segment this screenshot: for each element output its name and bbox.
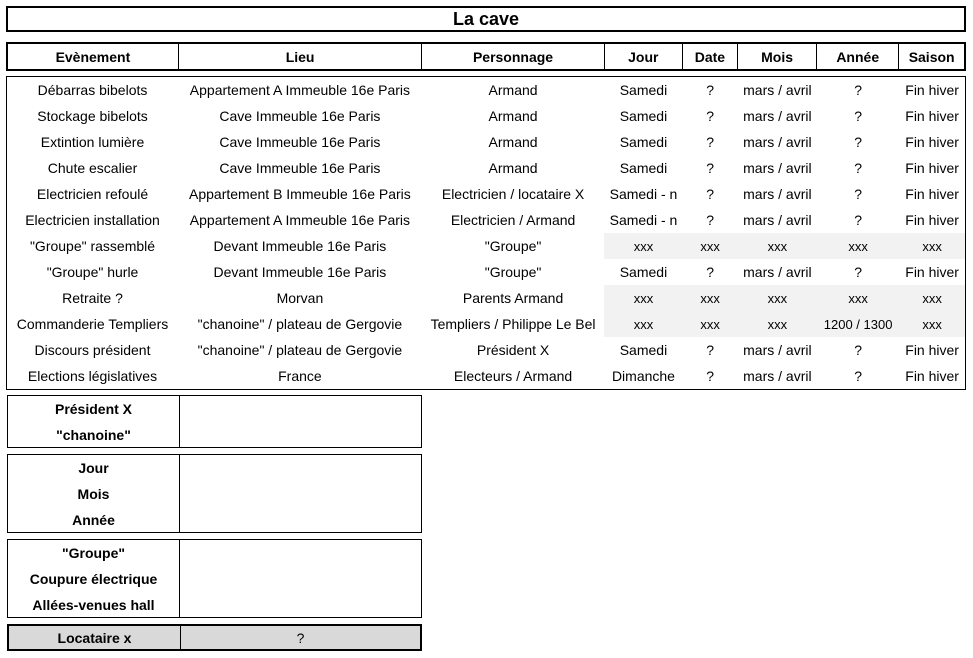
cell-personnage: Président X	[476, 342, 550, 358]
cell-annee: ?	[854, 186, 862, 202]
label-locataire: Locataire x	[57, 629, 132, 646]
cell-personnage: Electricien / locataire X	[441, 186, 585, 202]
table-row	[7, 181, 966, 207]
page-title: La cave	[6, 6, 966, 32]
cell-lieu: Appartement A Immeuble 16e Paris	[189, 212, 411, 228]
column-header-personnage: Personnage	[422, 43, 604, 70]
label-jour: Jour	[78, 459, 109, 476]
cell-mois: mars / avril	[743, 134, 812, 150]
cell-personnage: "Groupe"	[484, 238, 542, 254]
label-president: Président X	[54, 400, 133, 417]
cell-saison: Fin hiver	[905, 160, 959, 176]
cell-personnage: Electeurs / Armand	[453, 368, 573, 384]
president-box-value	[180, 396, 421, 447]
cell-mois: mars / avril	[743, 342, 812, 358]
cell-date: ?	[706, 264, 715, 280]
cell-saison: Fin hiver	[905, 368, 959, 384]
column-header-mois: Mois	[737, 43, 816, 70]
cell-saison: xxx	[899, 311, 965, 337]
cell-jour: Samedi	[619, 342, 668, 358]
cell-lieu: "chanoine" / plateau de Gergovie	[197, 342, 403, 358]
groupe-box-labels	[8, 540, 180, 617]
cell-saison: Fin hiver	[905, 212, 959, 228]
cell-annee: ?	[854, 368, 862, 384]
locataire-box	[7, 624, 422, 651]
cell-personnage: Armand	[488, 160, 538, 176]
cell-jour: xxx	[604, 285, 682, 311]
cell-lieu: Cave Immeuble 16e Paris	[219, 160, 381, 176]
cell-annee: ?	[854, 212, 862, 228]
cell-annee: xxx	[817, 233, 899, 259]
cell-jour: Samedi	[619, 264, 668, 280]
label-annee: Année	[72, 511, 115, 528]
cell-personnage: Armand	[488, 108, 538, 124]
locataire-label-cell	[9, 626, 181, 649]
table-row	[7, 311, 966, 337]
cell-mois: mars / avril	[743, 186, 812, 202]
table-row	[7, 129, 966, 155]
cell-saison: Fin hiver	[905, 134, 959, 150]
cell-evenement: "Groupe" rassemblé	[29, 238, 156, 254]
table-row	[7, 77, 966, 104]
cell-saison: Fin hiver	[905, 108, 959, 124]
cell-date: ?	[706, 186, 715, 202]
cell-saison: Fin hiver	[905, 264, 959, 280]
cell-mois: xxx	[738, 285, 817, 311]
president-box	[7, 395, 422, 448]
date-box-labels	[8, 455, 180, 532]
cell-evenement: Débarras bibelots	[37, 82, 148, 98]
cell-date: ?	[706, 368, 715, 384]
label-mois: Mois	[77, 485, 110, 502]
cell-personnage: Electricien / Armand	[450, 212, 576, 228]
cell-saison: xxx	[899, 285, 965, 311]
cell-annee: ?	[854, 160, 862, 176]
cell-evenement: Chute escalier	[47, 160, 138, 176]
cell-personnage: Armand	[488, 82, 538, 98]
column-header-annee: Année	[817, 43, 899, 70]
cell-evenement: Elections législatives	[27, 368, 158, 384]
cell-personnage: Parents Armand	[462, 290, 564, 306]
cell-mois: mars / avril	[743, 264, 812, 280]
president-box-labels	[8, 396, 180, 447]
column-header-date: Date	[682, 43, 737, 70]
cell-lieu: Morvan	[276, 290, 324, 306]
cell-date: xxx	[683, 311, 738, 337]
label-groupe: "Groupe"	[61, 544, 126, 561]
cell-annee: ?	[854, 134, 862, 150]
cell-lieu: France	[278, 368, 322, 384]
table-row	[7, 285, 966, 311]
label-chanoine: "chanoine"	[56, 426, 131, 443]
cell-annee: ?	[854, 342, 862, 358]
cell-personnage: "Groupe"	[484, 264, 542, 280]
cell-saison: xxx	[899, 233, 965, 259]
cell-annee: 1200 / 1300	[817, 311, 899, 337]
cell-date: xxx	[683, 285, 738, 311]
cell-mois: mars / avril	[743, 212, 812, 228]
column-header-jour: Jour	[604, 43, 682, 70]
cell-lieu: Appartement A Immeuble 16e Paris	[189, 82, 411, 98]
cell-evenement: Extintion lumière	[40, 134, 145, 150]
cell-evenement: Electricien refoulé	[36, 186, 149, 202]
cell-saison: Fin hiver	[905, 186, 959, 202]
cell-date: ?	[706, 342, 715, 358]
cell-date: ?	[706, 134, 715, 150]
cell-mois: xxx	[738, 311, 817, 337]
cell-lieu: Cave Immeuble 16e Paris	[219, 134, 381, 150]
groupe-box	[7, 539, 422, 618]
cell-mois: mars / avril	[743, 108, 812, 124]
cell-mois: mars / avril	[743, 82, 812, 98]
cell-jour: Samedi	[619, 82, 668, 98]
cell-personnage: Templiers / Philippe Le Bel	[430, 316, 596, 332]
cell-jour: Samedi - n	[609, 186, 678, 202]
cell-annee: xxx	[817, 285, 899, 311]
column-header-saison: Saison	[908, 48, 955, 65]
table-row	[7, 155, 966, 181]
date-box-value	[180, 455, 421, 532]
cell-annee: ?	[854, 82, 862, 98]
cell-evenement: "Groupe" hurle	[46, 264, 139, 280]
cell-annee: ?	[854, 264, 862, 280]
cell-annee: ?	[854, 108, 862, 124]
cell-evenement: Stockage bibelots	[37, 108, 148, 124]
cell-date: xxx	[683, 233, 738, 259]
groupe-box-value	[180, 540, 421, 617]
table-row	[7, 233, 966, 259]
cell-evenement: Electricien installation	[25, 212, 160, 228]
cell-jour: Samedi	[619, 160, 668, 176]
cell-jour: xxx	[604, 311, 682, 337]
cell-date: ?	[706, 212, 715, 228]
cell-evenement: Discours président	[34, 342, 151, 358]
cell-mois: xxx	[738, 233, 817, 259]
cell-saison: Fin hiver	[905, 82, 959, 98]
cell-evenement: Commanderie Templiers	[16, 316, 169, 332]
column-header-lieu: Lieu	[178, 43, 422, 70]
column-header-table	[6, 42, 966, 71]
cell-lieu: Devant Immeuble 16e Paris	[213, 264, 387, 280]
events-table	[6, 76, 966, 390]
column-header-evenement: Evènement	[7, 43, 178, 70]
cell-lieu: Devant Immeuble 16e Paris	[213, 238, 387, 254]
cell-date: ?	[706, 108, 715, 124]
cell-jour: xxx	[604, 233, 682, 259]
table-row	[7, 259, 966, 285]
locataire-value: ?	[296, 629, 305, 646]
cell-jour: Dimanche	[611, 368, 675, 384]
cell-lieu: Appartement B Immeuble 16e Paris	[189, 186, 411, 202]
table-row	[7, 103, 966, 129]
label-coupure: Coupure électrique	[29, 570, 158, 587]
cell-saison: Fin hiver	[905, 342, 959, 358]
cell-jour: Samedi	[619, 134, 668, 150]
cell-date: ?	[706, 160, 715, 176]
cell-jour: Samedi	[619, 108, 668, 124]
label-allees-venues: Allées-venues hall	[32, 596, 155, 613]
cell-mois: mars / avril	[743, 160, 812, 176]
table-row	[7, 207, 966, 233]
cell-date: ?	[706, 82, 715, 98]
cell-jour: Samedi - n	[609, 212, 678, 228]
table-row	[7, 363, 966, 390]
cell-personnage: Armand	[488, 134, 538, 150]
cell-lieu: Cave Immeuble 16e Paris	[219, 108, 381, 124]
cell-evenement: Retraite ?	[62, 290, 123, 306]
cell-mois: mars / avril	[743, 368, 812, 384]
cell-lieu: "chanoine" / plateau de Gergovie	[197, 316, 403, 332]
date-box	[7, 454, 422, 533]
table-row	[7, 337, 966, 363]
